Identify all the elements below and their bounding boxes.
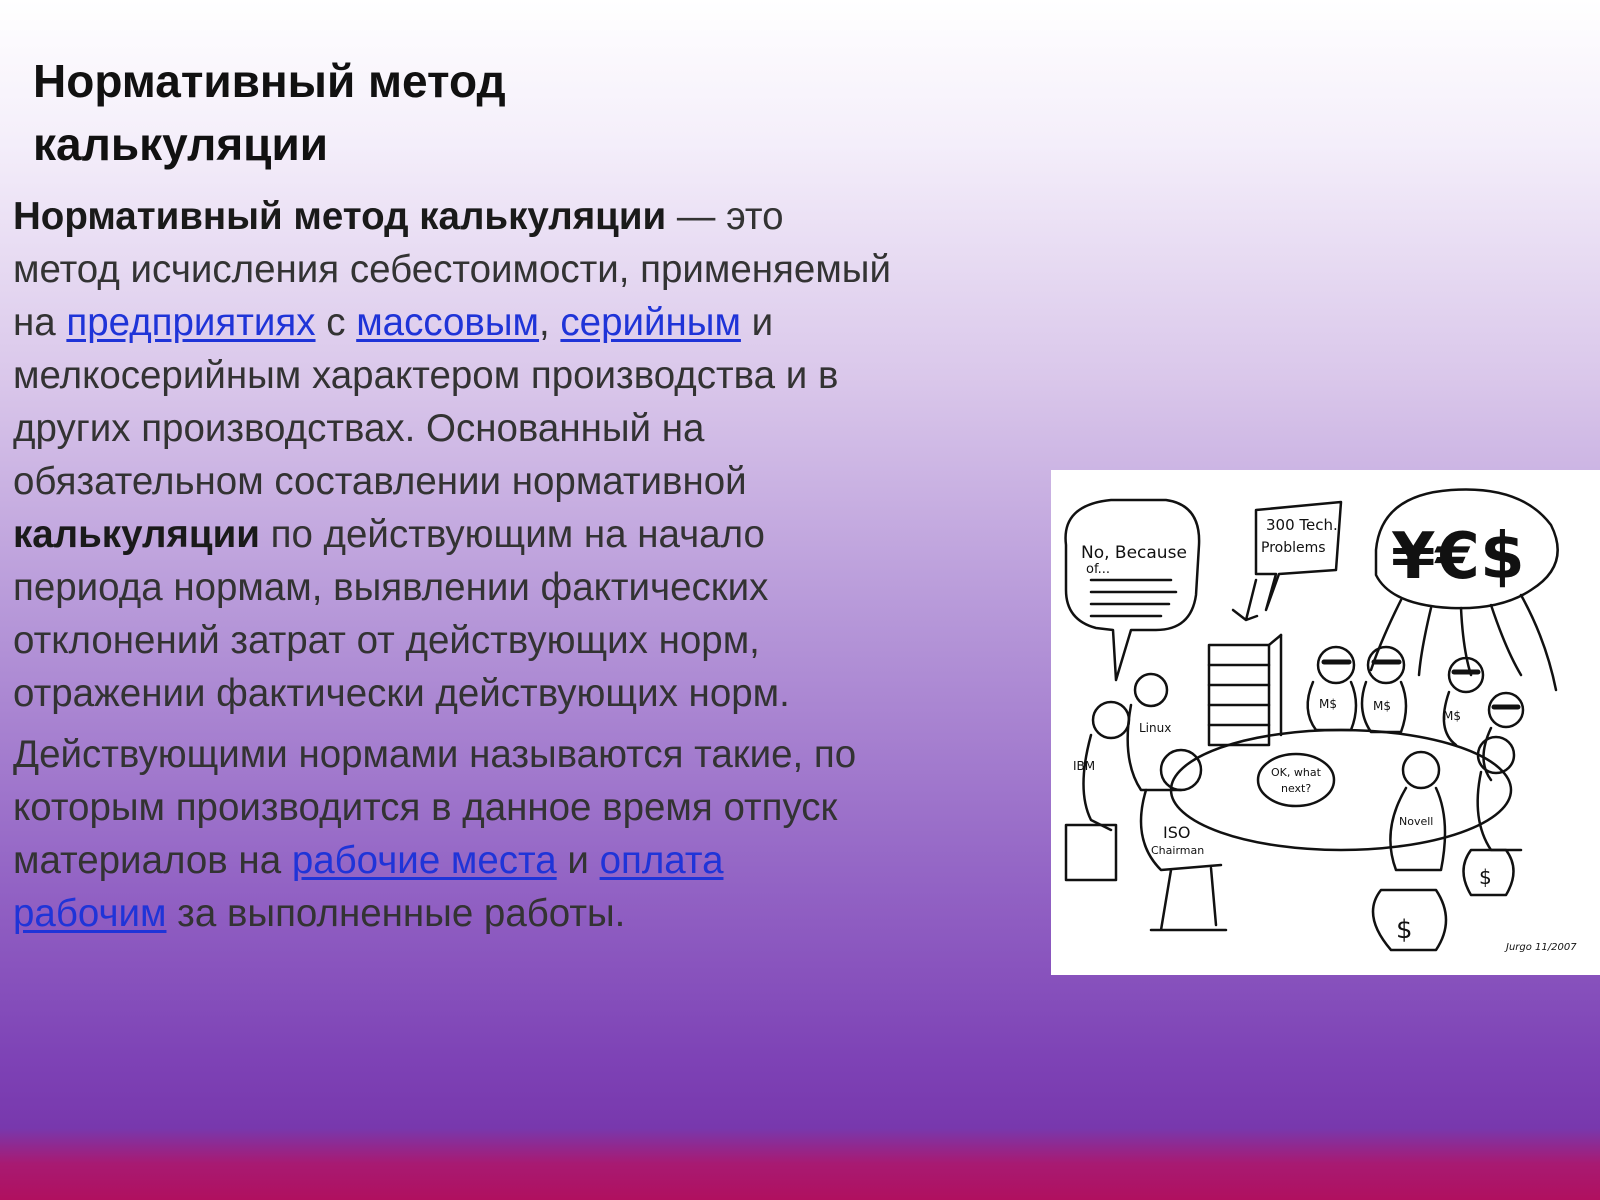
bubble-table-text-2: next? [1281,782,1312,795]
link-payment-cont[interactable]: рабочим [13,892,167,935]
badge-ms: M$ [1443,709,1461,723]
badge-linux: Linux [1139,721,1172,735]
text-fragment: , [539,301,561,344]
text-fragment: за выполненные работы. [166,892,626,935]
speech-bubble-table [1258,754,1334,806]
bubble-middle-text-2: Problems [1261,540,1326,556]
badge-chairman: Chairman [1151,844,1205,857]
definition-paragraph [13,190,1033,720]
link-enterprises[interactable]: предприятиях [66,301,316,344]
text-line: отклонений затрат от действующих норм, [13,619,760,662]
text-line: метод исчисления себестоимости, применяемый [13,248,891,291]
text-line: мелкосерийным характером производства и в [13,354,839,397]
text-line: отражении фактически действующих норм. [13,672,790,715]
text-line [13,190,1033,243]
text-line [13,296,1033,349]
title-line-2: калькуляции [33,118,329,170]
text-line: обязательном составлении нормативной [13,460,747,503]
money-bag-dollar: $ [1479,865,1492,889]
link-mass[interactable]: массовым [356,301,540,344]
money-bag-dollar: $ [1396,915,1413,945]
badge-ibm: IBM [1073,759,1096,773]
cartoon-drawing [1051,470,1600,975]
text-line: периода нормам, выявлении фактических [13,566,769,609]
text-fragment: и [740,301,774,344]
text-fragment: с [315,301,357,344]
link-workplaces[interactable]: рабочие места [291,839,557,882]
text-line: других производствах. Основанный на [13,407,705,450]
text-line [13,508,1033,561]
bubble-right-text: ¥€$ [1391,520,1525,594]
text-fragment: на [13,301,67,344]
bubble-middle-text: 300 Tech. [1266,516,1338,534]
text-line: Действующими нормами называются такие, по [13,733,857,776]
bubble-left-text: No, Because [1081,543,1187,563]
text-line: которым производится в данное время отпуск [13,786,838,829]
defined-term: Нормативный метод калькуляции [13,195,667,238]
text-fragment: по действующим на начало [259,513,765,556]
text-line [13,887,1033,940]
text-fragment: и [556,839,600,882]
bold-term: калькуляции [13,513,260,556]
text-fragment: материалов на [13,839,292,882]
badge-iso: ISO [1163,823,1191,842]
artist-signature: Jurgo 11/2007 [1506,942,1577,953]
round-table [1171,730,1511,850]
badge-ms: M$ [1373,699,1391,713]
bubble-left-text-2: of... [1086,562,1110,577]
text-line [13,834,1033,887]
server-stack [1209,645,1269,745]
link-serial[interactable]: серийным [560,301,741,344]
slide-title [33,50,733,176]
norms-paragraph [13,728,1033,940]
badge-ms: M$ [1319,697,1337,711]
link-payment[interactable]: оплата [599,839,724,882]
meeting-cartoon [1051,470,1600,975]
slide-body [13,190,1033,940]
text-fragment: — это [666,195,784,238]
badge-novell: Novell [1399,815,1434,828]
speech-bubble-left [1066,500,1200,680]
bubble-table-text: OK, what [1271,766,1321,779]
title-line-1: Нормативный метод [33,55,506,107]
